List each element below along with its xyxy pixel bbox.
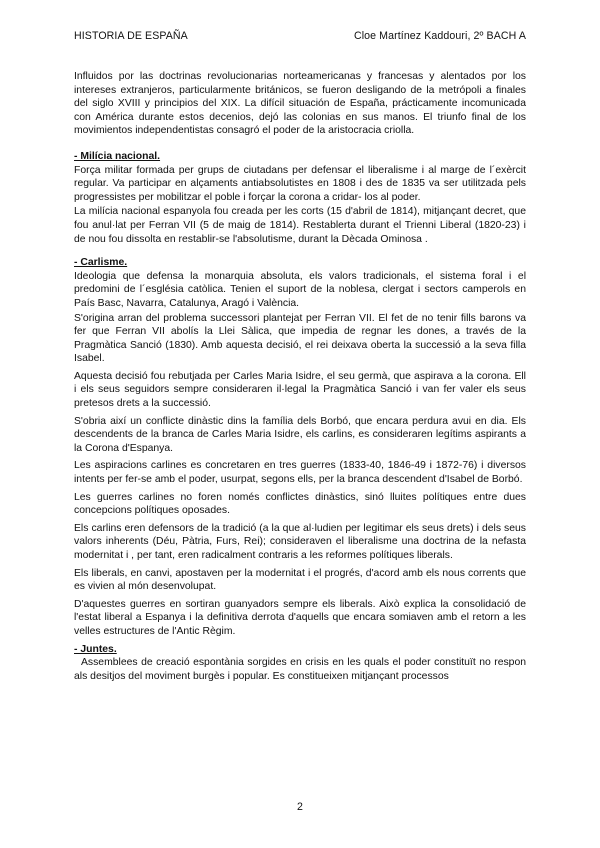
carlisme-paragraph-5: Les aspiracions carlines es concretaren en tres guerres (1833-40, 1846-49 i 1872-76) i diversos intents per fer-se amb el poder, usurpat, segons ells, per la branca descendent d'Isabel de Borbó. [74, 460, 526, 486]
juntes-paragraph-1: Assemblees de creació espontània sorgides en crisis en les quals el poder constituït no respon als desitjos del moviment burgès i popular. Es constitueixen mitjançant processos [74, 657, 529, 682]
page-content [74, 70, 529, 687]
page-header [74, 30, 526, 46]
carlisme-paragraph-8: Els liberals, en canvi, apostaven per la modernitat i el progrés, d'acord amb els nous corrents que es vivien al món desenvolupat. [74, 567, 526, 593]
carlisme-paragraph-9: D'aquestes guerres en sortiran guanyadors sempre els liberals. Això explica la consolidació de l'estat liberal a Espanya i la definitiva derrota d'aquells que encara somiaven amb el retorn a les velles estructures de l'Antic Règim. [74, 598, 526, 637]
section-title-carlisme: - Carlisme. [74, 257, 128, 269]
section-title-juntes: - Juntes. [74, 643, 117, 655]
header-author: Cloe Martínez Kaddouri, 2º BACH A [353, 30, 526, 42]
carlisme-paragraph-2: S'origina arran del problema successori plantejat per Ferran VII. El fet de no tenir fills barons va fer que Ferran VII abolís la Llei Sàlica, que impedia de regnar les dones, a través de la Pragmàtica Sanció (1830). Amb aquesta decisió, el rei deixava oberta la successió a la seva filla Isabel. [74, 312, 526, 365]
section-title-milicia: - Milícia nacional. [74, 150, 161, 162]
carlisme-paragraph-1: Ideologia que defensa la monarquia absoluta, els valors tradicionals, el sistema foral i el predomini de l´església catòlica. Tenien el suport de la noblesa, clergat i sectors camperols en País Basc, Navarra, Catalunya, Aragó i València. [74, 270, 526, 309]
milicia-paragraph-2: La milícia nacional espanyola fou creada per les corts (15 d'abril de 1814), mitjançant decret, que fou anul·lat per Ferran VII (5 de maig de 1814). Restablerta durant el Trienni Liberal (1820-23) i de nou fou dissolta en restablir-se l'absolutisme, durant la Dècada Ominosa . [74, 206, 526, 245]
carlisme-paragraph-6: Les guerres carlines no foren només conflictes dinàstics, sinó lluites polítiques entre dues concepcions polítiques oposades. [74, 491, 526, 517]
page-number: 2 [297, 801, 303, 813]
carlisme-paragraph-4: S'obria així un conflicte dinàstic dins la família dels Borbó, que encara perdura avui en dia. Els descendents de la branca de Carles Maria Isidre, els carlins, es consideraren legítims aspirants a la Corona d'Espanya. [74, 415, 526, 454]
carlisme-paragraph-7: Els carlins eren defensors de la tradició (a la que al·ludien per legitimar els seus drets) i dels seus valors inherents (Déu, Pàtria, Furs, Rei); consideraven el liberalisme una doctrina de la nefasta modernitat i , per tant, eren radicalment contraris a les reformes polítiques liberals. [74, 522, 526, 561]
milicia-paragraph-1: Força militar formada per grups de ciutadans per defensar el liberalisme i al marge de l´exèrcit regular. Va participar en alçaments antiabsolutistes en 1808 i des de 1835 va ser utilitzada pels progressistes per mobilitzar el poble i forçar la corona a cridar- los al poder. [74, 164, 526, 203]
carlisme-paragraph-3: Aquesta decisió fou rebutjada per Carles Maria Isidre, el seu germà, que aspirava a la corona. Ell i els seus seguidors sempre consideraren il·legal la Pragmàtica Sanció i van fer valer els seus pretesos drets a la successió. [74, 370, 526, 410]
intro-paragraph: Influidos por las doctrinas revolucionarias norteamericanas y francesas y alentados por los intereses extranjeros, particularmente británicos, se fueron desligando de la metrópoli a finales del siglo XVIII y principios del XIX. La difícil situación de España, prácticamente incomunicada con América durante estos decenios, dejó las colonias en sus manos. El triunfo final de los movimientos independentistas consagró el poder de la aristocracia criolla. [74, 71, 526, 137]
header-subject: HISTORIA DE ESPAÑA [74, 30, 188, 42]
